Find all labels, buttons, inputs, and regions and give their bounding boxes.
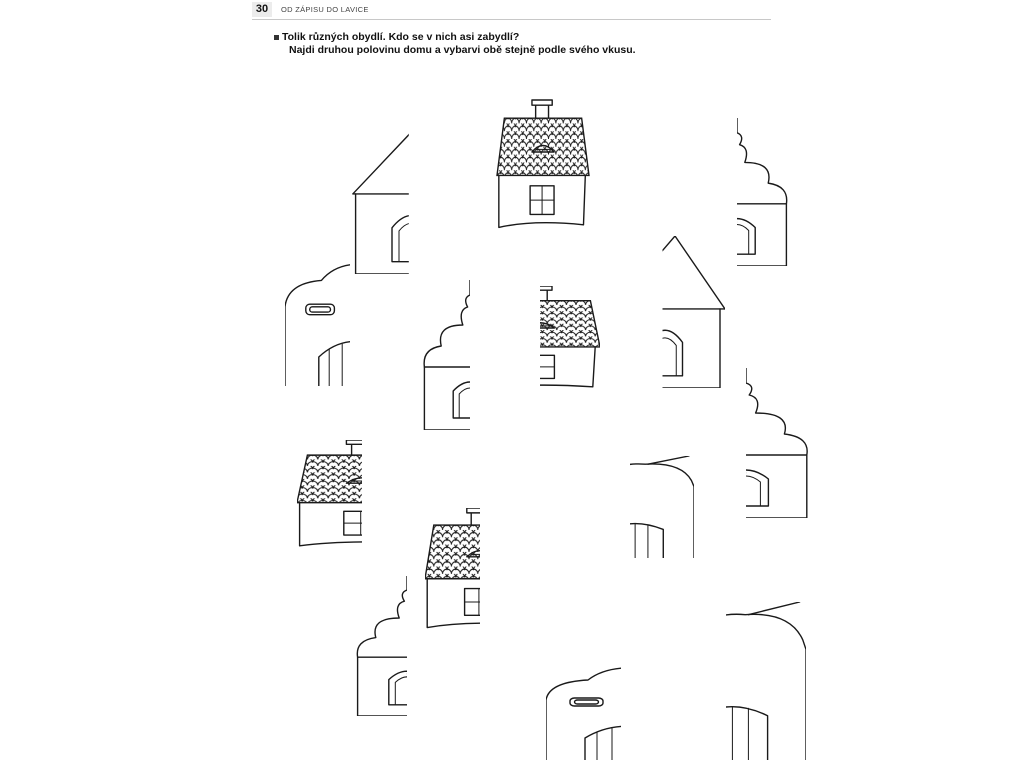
piece-garage-house-left-2: [546, 660, 696, 760]
piece-tile-house-left-2: [425, 508, 535, 628]
task-line-1: Tolik různých obydlí. Kdo se v nich asi zabydlí?: [282, 31, 520, 43]
piece-tile-house-left: [297, 440, 427, 546]
page-number: 30: [252, 2, 272, 17]
piece-baroque-house-right-2: [685, 368, 807, 518]
piece-gable-house-left-2: [357, 576, 456, 716]
running-title: OD ZÁPISU DO LAVICE: [281, 5, 369, 14]
piece-baroque-house-right: [687, 118, 786, 266]
piece-tile-house-right: [480, 286, 600, 389]
task-line-2: Najdi druhou polovinu domu a vybarvi obě stejně podle svého vkusu.: [289, 44, 636, 56]
piece-tile-house-whole: [497, 100, 589, 227]
piece-gable-house-right: [613, 236, 726, 388]
piece-garage-house-right: [566, 456, 694, 558]
piece-garage-house-right-2: [646, 602, 806, 760]
piece-baroque-house-left: [424, 280, 516, 430]
piece-gable-house-left: [353, 120, 479, 274]
